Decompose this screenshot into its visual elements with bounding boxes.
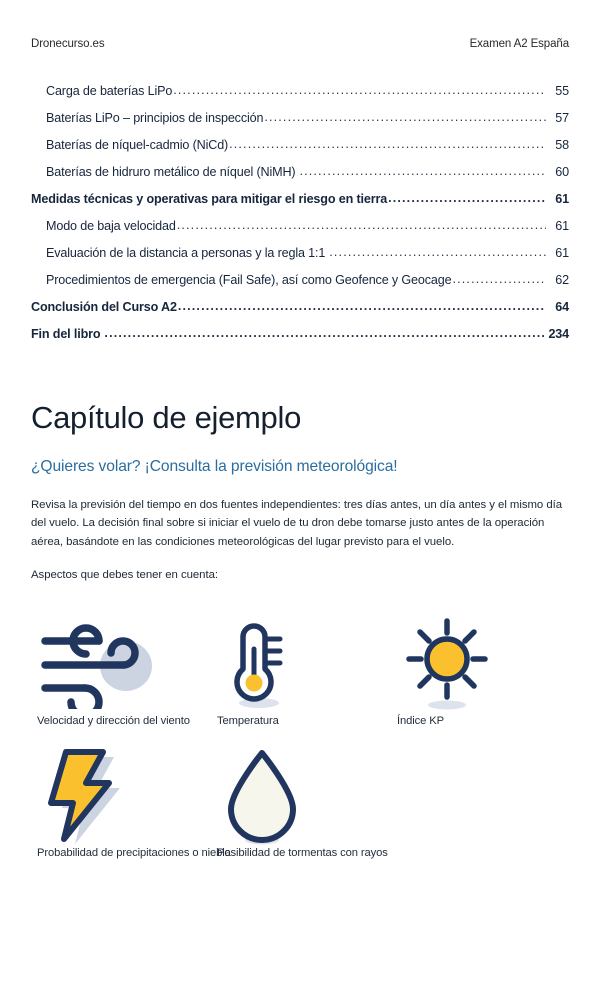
toc-entry-title: Carga de baterías LiPo [46, 84, 173, 98]
toc-leader-dots [178, 299, 546, 313]
toc-entry-page: 58 [555, 138, 569, 152]
toc-entry[interactable] [31, 300, 569, 327]
water-droplet-icon [217, 747, 307, 847]
toc-entry[interactable] [31, 84, 569, 111]
weather-factor-caption: Temperatura [217, 715, 279, 727]
lightning-bolt-icon-container [31, 748, 211, 846]
toc-entry-title: Conclusión del Curso A2 [31, 300, 177, 314]
toc-entry-page: 57 [555, 111, 569, 125]
toc-entry[interactable] [31, 138, 569, 165]
toc-entry-page: 62 [555, 273, 569, 287]
thermometer-icon [217, 611, 297, 711]
wind-icon-container [31, 608, 211, 714]
toc-entry-page: 234 [548, 327, 569, 341]
toc-entry[interactable] [31, 192, 569, 219]
chapter-subtitle: ¿Quieres volar? ¡Consulta la previsión meteorológica! [31, 458, 398, 476]
toc-entry[interactable] [31, 111, 569, 138]
weather-factors-grid [31, 608, 571, 862]
water-droplet-icon-container [211, 748, 391, 846]
weather-factor-caption: Posibilidad de tormentas con rayos [217, 846, 388, 859]
toc-leader-dots [299, 164, 546, 178]
toc-entry-title: Modo de baja velocidad [46, 219, 176, 233]
toc-entry[interactable] [31, 327, 569, 354]
toc-entry-title: Fin del libro [31, 327, 101, 341]
weather-factor-wind [31, 608, 211, 730]
toc-entry-page: 60 [555, 165, 569, 179]
weather-factor-caption: Índice KP [397, 715, 444, 727]
toc-entry[interactable] [31, 273, 569, 300]
toc-leader-dots [388, 191, 546, 205]
toc-leader-dots [229, 137, 546, 151]
toc-leader-dots [177, 218, 546, 232]
header-right-label: Examen A2 España [469, 38, 569, 50]
lightning-bolt-icon [37, 747, 125, 847]
toc-entry-page: 61 [555, 246, 569, 260]
toc-entry[interactable] [31, 219, 569, 246]
toc-leader-dots [329, 245, 546, 259]
toc-entry-page: 55 [555, 84, 569, 98]
toc-leader-dots [264, 110, 546, 124]
wind-icon [37, 613, 163, 709]
weather-factor-caption: Probabilidad de precipitaciones o niebla [37, 846, 231, 859]
toc-entry-page: 64 [555, 300, 569, 314]
chapter-paragraph-2: Aspectos que debes tener en cuenta: [31, 569, 218, 582]
toc-entry-page: 61 [555, 192, 569, 206]
table-of-contents [31, 84, 569, 354]
weather-factor-temperature [211, 608, 391, 730]
toc-entry-title: Baterías de hidruro metálico de níquel (NiMH) [46, 165, 296, 179]
thermometer-icon-container [211, 608, 391, 714]
weather-factor-precipitation [31, 748, 231, 862]
weather-factors-row [31, 608, 571, 730]
chapter-paragraph-1: Revisa la previsión del tiempo en dos fuentes independientes: tres días antes, un día antes y el mismo día del vuelo. La decisión final sobre si iniciar el vuelo de tu dron debe tomarse justo antes de la operación aérea, basándote en las condiciones meteorológicas del lugar previsto para el vuelo. [31, 498, 563, 548]
sun-icon-container [391, 608, 571, 714]
toc-entry-title: Medidas técnicas y operativas para mitigar el riesgo en tierra [31, 192, 388, 206]
toc-leader-dots [452, 272, 546, 286]
toc-leader-dots [173, 83, 546, 97]
chapter-section [31, 400, 571, 585]
sun-icon [397, 611, 497, 711]
toc-entry-title: Baterías LiPo – principios de inspección [46, 111, 264, 125]
weather-factor-storms [211, 748, 391, 862]
page-title: Capítulo de ejemplo [31, 400, 302, 435]
running-header [31, 38, 569, 50]
weather-factor-caption: Velocidad y dirección del viento [37, 715, 190, 727]
toc-entry-title: Evaluación de la distancia a personas y la regla 1:1 [46, 246, 326, 260]
toc-entry-page: 61 [555, 219, 569, 233]
weather-factors-row [31, 748, 571, 862]
toc-entry-title: Baterías de níquel-cadmio (NiCd) [46, 138, 229, 152]
toc-entry-title: Procedimientos de emergencia (Fail Safe), así como Geofence y Geocage [46, 273, 452, 287]
toc-leader-dots [104, 326, 546, 340]
toc-entry[interactable] [31, 246, 569, 273]
toc-entry[interactable] [31, 165, 569, 192]
weather-factor-kp-index [391, 608, 571, 730]
header-left-label: Dronecurso.es [31, 38, 105, 50]
